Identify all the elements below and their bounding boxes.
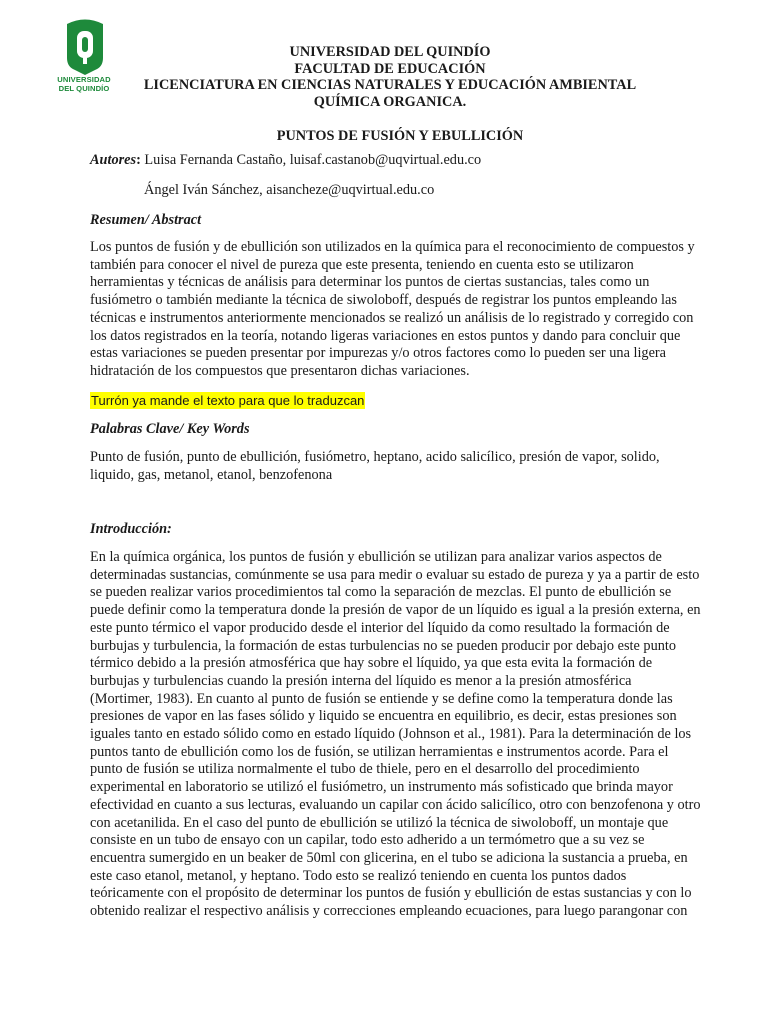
text-line: En la química orgánica, los puntos de fusión y ebullición se utilizan para analizar varios aspectos de	[90, 549, 662, 565]
text-line: (Mortimer, 1983). En cuanto al punto de fusión se entiende y se define como la temperatura donde las	[90, 690, 673, 707]
text-line: técnicas e instrumentos anteriormente mencionados se realizó un análisis de lo registrado y corregido con	[90, 309, 694, 326]
text-line: fusiómetro o también mediante la técnica de siwoloboff, después de registrar los puntos empleando las	[90, 292, 677, 309]
authors-separator: :	[136, 152, 141, 168]
text-line: con acetanilida. En el caso del punto de ebullición se utilizó la técnica de siwoloboff, un montaje que	[90, 814, 669, 831]
text-line: obtenido realizar el respectivo análisis y correcciones empleando ecuaciones, para luego parangonar con	[90, 903, 688, 920]
text-line: también para conocer el nivel de pureza que este presenta, teniendo en cuenta esto se utilizaron	[90, 256, 634, 273]
keywords-body	[90, 449, 686, 484]
program-name: LICENCIATURA EN CIENCIAS NATURALES Y EDUCACIÓN AMBIENTAL	[143, 77, 637, 93]
text-line: liquido, gas, metanol, etanol, benzofenona	[90, 466, 333, 483]
text-line: puntos tanto de ebullición como los de fusión, se utilizan herramientas e instrumentos acorde. Para el	[90, 743, 669, 760]
university-logo-icon	[63, 18, 107, 75]
text-line: estas variaciones se pueden presentar por impurezas y/o otros factores como lo pueden ser una ligera	[90, 345, 667, 362]
text-line: térmico debido a la presión atmosférica que hay sobre el líquido, ya que esta evita la formación de	[90, 655, 653, 672]
keywords-heading: Palabras Clave/ Key Words	[90, 421, 250, 437]
document-title: PUNTOS DE FUSIÓN Y EBULLICIÓN	[276, 128, 524, 144]
text-line: Punto de fusión, punto de ebullición, fusiómetro, heptano, acido salicílico, presión de vapor, solido,	[90, 449, 660, 465]
university-logo	[53, 18, 115, 98]
university-logo-text: UNIVERSIDAD DEL QUINDÍO	[57, 75, 111, 93]
text-line: puede definir como la temperatura donde la presión de vapor de un líquido es igual a la presión externa, en	[90, 602, 701, 619]
abstract-body	[90, 239, 695, 381]
university-name: UNIVERSIDAD DEL QUINDÍO	[289, 44, 491, 60]
authors-label: Autores	[90, 152, 137, 168]
text-line: teóricamente con el propósito de determinar los puntos de fusión y ebullición de estas sustancias y con lo	[90, 885, 692, 902]
text-line: punto de fusión se utiliza normalmente el tubo de thiele, pero en el desarrollo del procedimiento	[90, 761, 640, 778]
course-name: QUÍMICA ORGANICA.	[313, 93, 467, 110]
text-line: este caso etanol, metanol, y heptano. Todo esto se realizó teniendo en cuenta los puntos dados	[90, 867, 627, 884]
text-line: burbujas y turbulencia, la formación de estas turbulencias no se pueden producir por debajo este punto	[90, 637, 676, 654]
text-line: los datos registrados en la teoría, notando ligeras variaciones en estos puntos y dando para concluir que	[90, 327, 681, 344]
authors-line-1	[90, 152, 481, 169]
author-2: Ángel Iván Sánchez, aisancheze@uqvirtual.edu.co	[144, 182, 435, 198]
text-line: Los puntos de fusión y de ebullición son utilizados en la química para el reconocimiento de compuestos y	[90, 239, 695, 255]
institution-heading	[130, 44, 650, 110]
text-line: efectividad en cuanto a sus lecturas, evaluando un capilar con ácido salicílico, otro con benzofenona y otro	[90, 796, 701, 813]
text-line: determinadas sustancias, comúnmente se usa para medir o evaluar su estado de pureza y ya a partir de esto	[90, 566, 700, 583]
highlighted-note: Turrón ya mande el texto para que lo traduzcan	[91, 393, 365, 408]
text-line: experimental en laboratorio se utilizó el fusiómetro, un instrumento más sofisticado que brinda mayor	[90, 779, 673, 796]
text-line: burbujas y turbulencias cuando la presión interna del líquido es menor a la presión atmosférica	[90, 672, 632, 689]
author-1: Luisa Fernanda Castaño, luisaf.castanob@uqvirtual.edu.co	[140, 152, 482, 168]
text-line: consiste en un tubo de ensayo con un capilar, todo esto adherido a un termómetro que a su vez se	[90, 832, 645, 849]
text-line: hidratación de los compuestos que presentaron dichas variaciones.	[90, 362, 470, 379]
faculty-name: FACULTAD DE EDUCACIÓN	[294, 60, 486, 77]
text-line: se pueden realizar varios procedimientos tal como la separación de mezclas. El punto de ebullición se	[90, 584, 672, 601]
abstract-heading: Resumen/ Abstract	[90, 212, 202, 228]
text-line: herramientas y técnicas de análisis para determinar los puntos de ciertas sustancias, tales como un	[90, 274, 650, 291]
text-line: encuentra sumergido en un beaker de 50ml con glicerina, en el tubo se adiciona la sustancia a prueba, en	[90, 849, 688, 866]
text-line: presiones de vapor en las fases sólido y liquido se encuentra en equilibrio, es decir, estas presiones son	[90, 708, 677, 725]
introduction-body	[90, 549, 701, 921]
text-line: iguales tanto en estado sólido como en estado líquido (Johnson et al., 1981). Para la determinación de los	[90, 726, 692, 743]
text-line: este punto térmico el vapor producido desde el interior del líquido da como resultado la formación de	[90, 619, 670, 636]
introduction-heading: Introducción:	[90, 521, 172, 537]
